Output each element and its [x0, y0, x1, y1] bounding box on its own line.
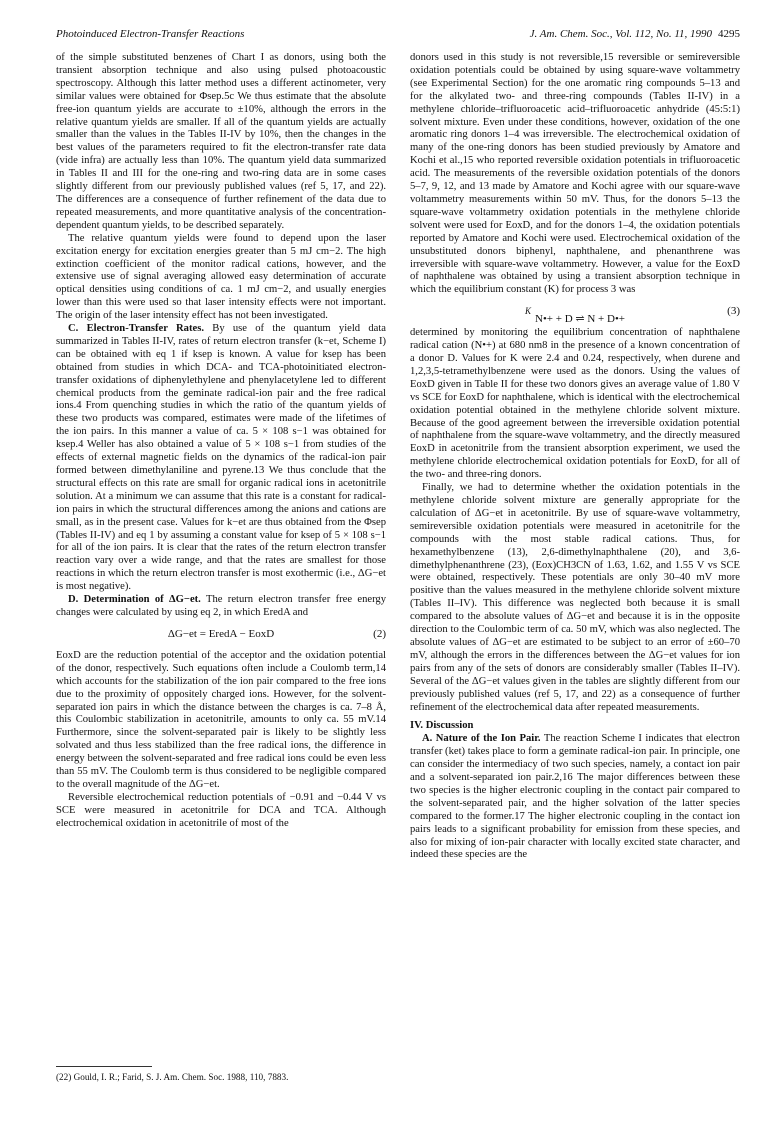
paragraph: Reversible electrochemical reduction potentials of −0.91 and −0.44 V vs SCE were measured in acetonitrile for DCA and TCA. Although electrochemical oxidation in acetonitrile of most of the — [56, 791, 386, 829]
equation-number: (3) — [727, 305, 740, 318]
section-heading: IV. Discussion — [410, 720, 474, 732]
equilibrium-constant-label: K — [524, 306, 531, 317]
paragraph: EoxD are the reduction potential of the acceptor and the oxidation potential of the donor, respectively. Such equations often include a Coulomb term,14 which accounts for the stabilization of the ion pair compared to the free ions due to the proximity of oppositely charged ions. However, for the solvent-separated ion pairs in which the distance between the charges is ca. 7–8 Å, this Coulombic stabilization in acetonitrile, amounts to only ca. 55 mV.14 Furthermore, since the solvent-separated pair is likely to be slightly less solvated and thus less stabilized than the free radical ions, the difference in energy between the solvent-separated and free radical ions could be even less than 55 mV. The Coulomb term is thus considered to be negligible compared to the overall magnitude of the ΔG−et. — [56, 649, 386, 790]
paragraph: Finally, we had to determine whether the oxidation potentials in the methylene chloride solvent mixture are generally appropriate for the calculation of ΔG−et in acetonitrile. By use of square-wave voltammetry, semireversible oxidation potentials were measured in acetonitrile for the compounds with the most stable radical cations. Thus, for hexamethylbenzene (13), 2,6-dimethylnaphthalene (20), and 3,6-dimethylphenanthrene (23), (Eox)CH3CN of 1.63, 1.62, and 1.55 V vs SCE were obtained, respectively. These potentials are only 30–40 mV more positive than the values measured in the methylene chloride solvent mixture (Tables II–IV). This difference was neglected both because it is small compared to the absolute values of ΔG−et and because it is in the opposite direction to the Coulombic term of ca. 50 mV, which was also neglected. The absolute values of ΔG−et are estimated to be subject to an error of ±60–70 mV, although the errors in the differences between the ΔG−et values for ion pairs from any of the sets of donors are considerably smaller (Tables II–IV). Several of the ΔG−et values given in the tables are slightly different from our previously published values (ref 5, 17, and 22) as a consequence of further refinement of the electrochemical data after repeated measurements. — [410, 482, 740, 713]
running-title: Photoinduced Electron-Transfer Reactions — [56, 28, 245, 40]
page-number: 4295 — [718, 28, 740, 40]
equation-body: ΔG−et = EredA − EoxD — [167, 627, 275, 640]
left-column — [56, 52, 386, 831]
equation-text: N•+ + D ⇌ N + D•+ — [535, 313, 626, 326]
journal-citation — [530, 28, 740, 41]
right-column — [410, 52, 740, 862]
equation-3 — [410, 299, 740, 325]
running-header — [56, 28, 740, 42]
paragraph-text: The reaction Scheme I indicates that electron transfer (ket) takes place to form a geminate radical-ion pair. In principle, one can consider the intermediacy of two such species, namely, a contact ion pair and a solvent-separated ion pair.2,16 The major differences between these two species is the higher electronic coupling in the contact pair compared to the solvent-separated pair, and the higher solvation of the latter species compared to the former.17 The higher electronic coupling in the contact ion pairs leads to a significant probability for emission from these species, and also for mixing of ion-pair character with locally excited state character, and indeed these species are the — [410, 733, 740, 861]
paragraph-text: By use of the quantum yield data summarized in Tables II-IV, rates of return electron transfer (k−et, Scheme I) can be obtained with eq 1 if ksep is known. A value for ksep has been obtained from studies in which DCA- and TCA-photoinitiated electron-transfer oxidations of diphenylethylene and phenylacetylene led to different chemical products from the geminate radical-ion pair and the free radical ions.4 From quenching studies in which the ratio of the quantum yields of these two products was compared, estimates were made of the lifetimes of the ion pairs. In this manner a value of ca. 5 × 108 s−1 was obtained for ksep.4 Weller has also obtained a value of 5 × 108 s−1 from studies of the effects of external magnetic fields on the dynamics of the radical-ion pair formed between dimethylaniline and pyrene.13 We thus conclude that the structural effects on this rate are small for organic radical ions in acetonitrile solution. At a minimum we can assume that this rate is a constant for radical-ion pairs in which the structural differences among the anions and cations are small, as in the present case. Values for k−et are thus obtained from the Φsep (Tables II-IV) and eq 1 by assuming a constant value for ksep of 5 × 108 s−1 for all of the ion pairs. It is clear that the rates of the return electron transfer reaction vary over a wide range, and that the rates are smallest for those reactions in which the return electron transfer is most exothermic (i.e., ΔG−et is most negative). — [56, 323, 386, 593]
paragraph-text: The return electron transfer free energy changes were calculated by using eq 2, in which EredA and — [56, 594, 386, 618]
paragraph: donors used in this study is not reversible,15 reversible or semireversible oxidation potentials could be obtained by using square-wave voltammetry (see Experimental Section) for the one aromatic ring compounds 5–13 and for the alkylated two- and three-ring compounds (Tables II-IV) in a methylene chloride–trifluoroacetic acid–trifluoroacetic anhydride (45:5:1) solvent mixture. Even under these conditions, however, oxidation of the one aromatic ring donors 1–4 was irreversible. The electrochemical oxidation of many of the one-ring donors has been studied previously by Amatore and Kochi et al.,15 who reported reversible oxidation potentials in trifluoroacetic acid. The measurements of the reversible oxidation potentials of the donors 5–7, 9, 12, and 13 made by Amatore and Kochi agree with our square-wave voltammetry measurements within 50 mV. Thus, for the donors 5–13 the square-wave voltammetry oxidation potentials in the methylene chloride solvent were used for EoxD, and for the donors 1–4, the oxidation potentials reported by Amatore and Kochi were used. Electrochemical oxidation of the unsubstituted donors biphenyl, naphthalene, and phenanthrene was irreversible with square-wave voltammetry. However, a value for the EoxD of naphthalene was obtained by using a transient absorption technique in which the equilibrium constant (K) for process 3 was — [410, 52, 740, 296]
subsection-heading: C. Electron-Transfer Rates. — [68, 323, 204, 335]
paragraph: determined by monitoring the equilibrium concentration of naphthalene radical cation (N•+) at 680 nm8 in the presence of a known concentration of a donor D. Values for K were 2.4 and 0.24, respectively, when durene and 1,2,3,5-tetramethylbenzene were used as the donors. Using the values of EoxD given in Table II for these two donors gives an average value of 1.80 V vs SCE for EoxD for naphthalene, which is identical with the electrochemical oxidation potential obtained in the methylene chloride solvent mixture. Because of the good agreement between the irreversible oxidation potential of naphthalene from the square-wave voltammetry, and the directly measured EoxD in acetonitrile from the transient absorption experiment, we used the methylene chloride electrochemical oxidation potentials for EoxD, for all of the two- and three-ring donors. — [410, 327, 740, 481]
subsection-heading: A. Nature of the Ion Pair. — [422, 733, 541, 745]
equation-body — [410, 305, 740, 326]
footnote-rule — [56, 1066, 152, 1067]
paragraph: of the simple substituted benzenes of Chart I as donors, using both the transient absorption technique and also using pulsed photoacoustic spectroscopy. Although this latter method uses a different actinometer, very similar values were obtained for Φsep.5c We thus estimate that the absolute free-ion quantum yields are accurate to ±10%, although the errors in the relative quantum yields are smaller. If all of the quantum yields are actually smaller than the values in the Tables II-IV by 10%, then the changes in the best values of the parameters required to fit the electron-transfer rate data (vide infra) are actually less than 10%. The quantum yield data summarized in Tables II and III for the one-ring and two-ring data are in some cases slightly different from our previously published values (ref 5, 17, and 22). The differences are a consequence of further refinement of the data due to repeated measurements, and more quantitative analysis of the concentration-dependent quantum yields, to be described separately. — [56, 52, 386, 231]
paragraph-delta-g — [56, 594, 386, 620]
paragraph-electron-transfer-rates — [56, 323, 386, 594]
paragraph-ion-pair — [410, 733, 740, 862]
journal-name: J. Am. Chem. Soc., Vol. 112, No. 11, 1990 — [529, 28, 712, 40]
footnote: (22) Gould, I. R.; Farid, S. J. Am. Chem. Soc. 1988, 110, 7883. — [56, 1072, 289, 1082]
equation-number: (2) — [373, 627, 386, 640]
subsection-heading: D. Determination of ΔG−et. — [68, 594, 201, 606]
paragraph: The relative quantum yields were found to depend upon the laser excitation energy for excitation energies greater than 5 mJ cm−2. The high extinction coefficient of the monitor radical cations, however, and the extensive use of signal averaging allowed easy determination of accurate optical densities using conditions of ca. 1 mJ cm−2, and usually energies lower than this were used so that laser intensity effects were not important. The origin of the laser intensity effect has not been investigated. — [56, 232, 386, 322]
equation-2 — [56, 622, 386, 648]
